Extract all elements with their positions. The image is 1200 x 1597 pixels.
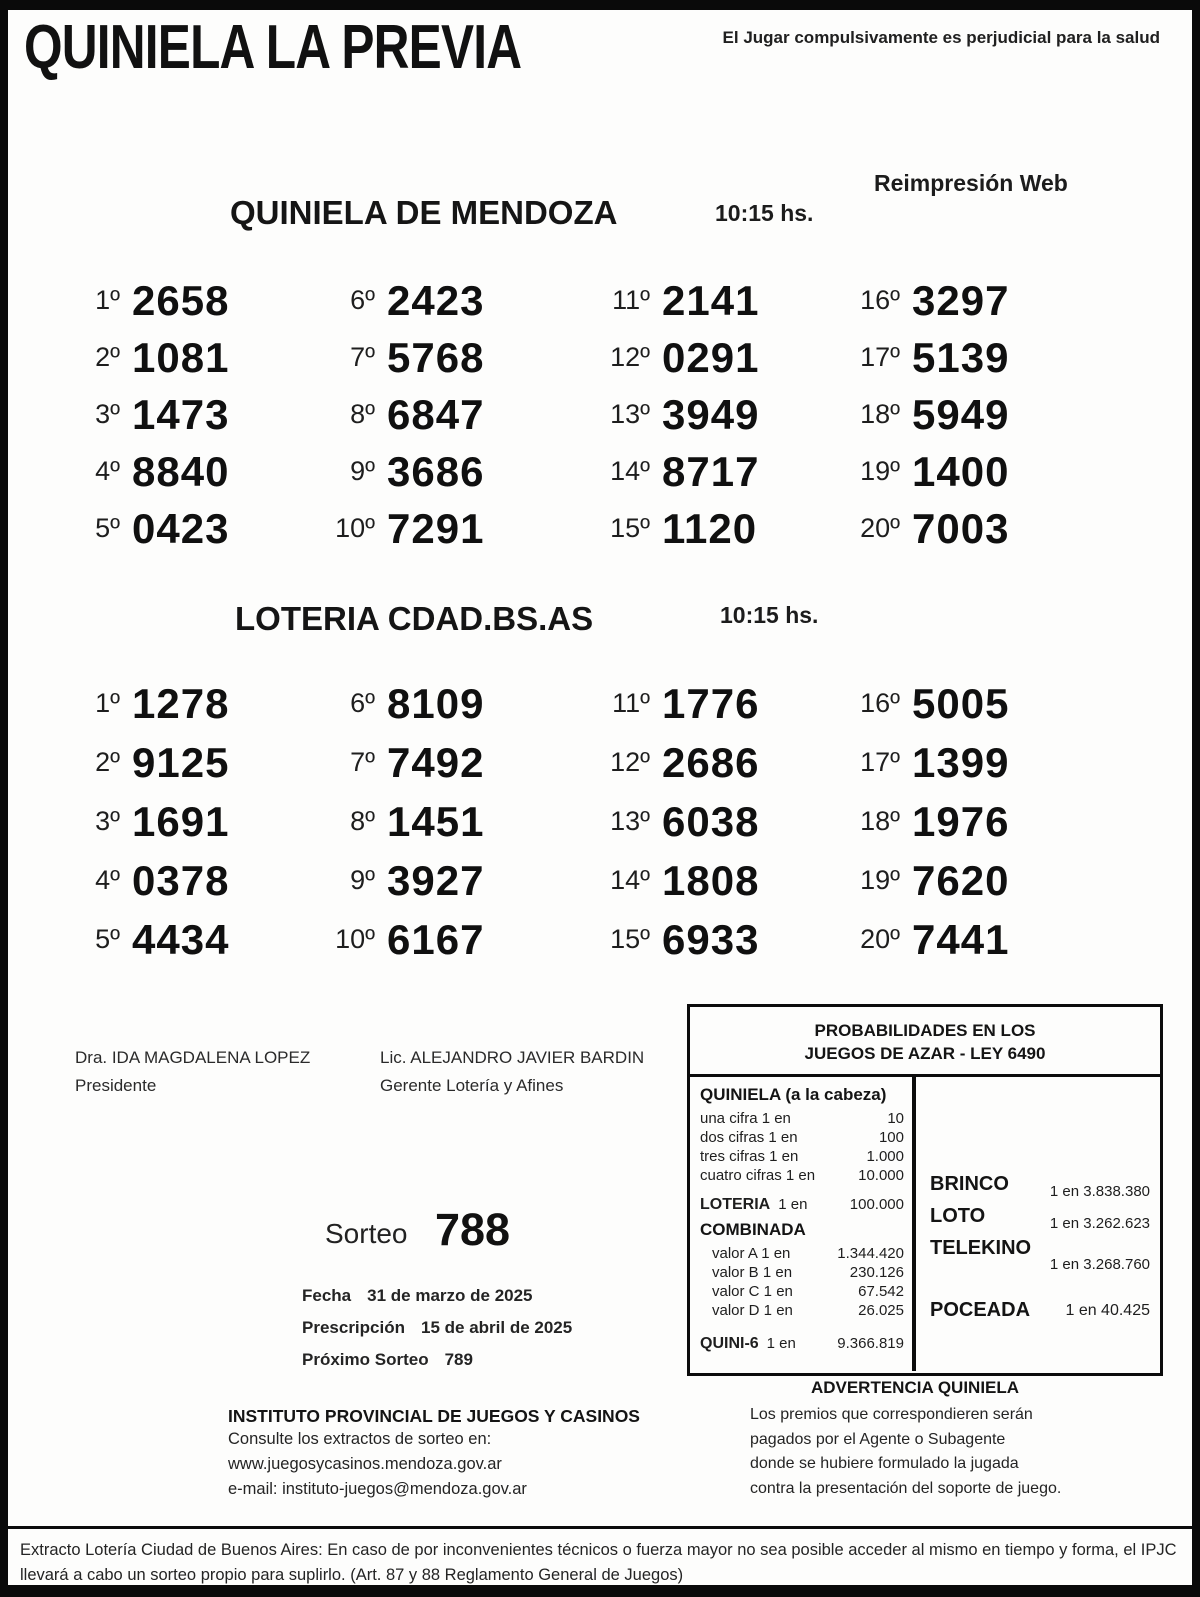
results-column: [56, 272, 311, 557]
result-entry: [586, 329, 836, 386]
odds-row: [700, 1263, 904, 1282]
result-position: 11º: [612, 285, 650, 315]
result-number: 0291: [662, 333, 760, 381]
result-number: 6167: [387, 915, 485, 963]
odds-mid: 1 en: [766, 1335, 796, 1352]
result-position: 4º: [95, 456, 120, 486]
quini6-odds-row: [700, 1334, 904, 1353]
odds-value: 9.366.819: [837, 1335, 904, 1352]
result-position: 9º: [350, 865, 375, 895]
result-position: 16º: [860, 688, 900, 718]
reprint-web-label: Reimpresión Web: [874, 170, 1068, 196]
game-odds: 1 en 3.838.380: [1049, 1183, 1150, 1200]
result-entry: [836, 910, 1096, 969]
result-entry: [836, 386, 1096, 443]
odds-label: una cifra 1 en: [700, 1110, 791, 1127]
health-warning-text: El Jugar compulsivamente es perjudicial para la salud: [722, 28, 1160, 47]
result-entry: [836, 674, 1096, 733]
quiniela-warning-box: [750, 1378, 1080, 1501]
mendoza-section-title: QUINIELA DE MENDOZA: [230, 194, 618, 231]
result-entry: [311, 792, 586, 851]
result-entry: [311, 443, 586, 500]
game-odds-row: [930, 1173, 1150, 1200]
institute-consult-line: Consulte los extractos de sorteo en:: [228, 1430, 492, 1448]
result-position: 7º: [350, 747, 375, 777]
result-number: 2141: [662, 276, 760, 324]
odds-value: 10: [887, 1110, 904, 1127]
result-entry: [56, 386, 311, 443]
result-number: 2658: [132, 276, 230, 324]
result-number: 7291: [387, 504, 485, 552]
result-position: 12º: [610, 747, 650, 777]
result-position: 2º: [95, 342, 120, 372]
result-entry: [311, 500, 586, 557]
prescripcion-label: Prescripción: [302, 1318, 405, 1337]
mendoza-draw-time: 10:15 hs.: [715, 200, 814, 226]
odds-label: QUINI-6: [700, 1335, 759, 1352]
combinada-odds-header: COMBINADA: [700, 1220, 806, 1239]
loteria-draw-time: 10:15 hs.: [720, 602, 819, 628]
page-title: QUINIELA LA PREVIA: [24, 13, 522, 82]
prescripcion-line: [302, 1318, 572, 1338]
fecha-value: 31 de marzo de 2025: [367, 1286, 533, 1305]
result-number: 1451: [387, 797, 485, 845]
result-position: 10º: [335, 513, 375, 543]
mendoza-results-grid: [56, 272, 1096, 557]
institute-website: www.juegosycasinos.mendoza.gov.ar: [228, 1455, 502, 1473]
odds-value: 1.344.420: [837, 1245, 904, 1262]
result-entry: [836, 272, 1096, 329]
result-position: 3º: [95, 806, 120, 836]
results-column: [56, 674, 311, 969]
game-name: TELEKINO: [930, 1237, 1032, 1259]
result-position: 2º: [95, 747, 120, 777]
result-entry: [56, 272, 311, 329]
result-number: 1808: [662, 856, 760, 904]
odds-label: tres cifras 1 en: [700, 1148, 799, 1165]
result-entry: [56, 674, 311, 733]
odds-value: 10.000: [858, 1167, 904, 1184]
result-number: 6847: [387, 390, 485, 438]
warning-line: contra la presentación del soporte de juego.: [750, 1479, 1062, 1497]
result-entry: [836, 792, 1096, 851]
sorteo-number: 788: [435, 1204, 511, 1255]
result-entry: [836, 851, 1096, 910]
prescripcion-value: 15 de abril de 2025: [421, 1318, 573, 1337]
game-name: LOTO: [930, 1205, 986, 1227]
game-odds: 1 en 40.425: [1065, 1301, 1150, 1319]
result-entry: [311, 272, 586, 329]
probabilities-box: [687, 1004, 1163, 1376]
odds-mid: 1 en: [778, 1196, 808, 1213]
odds-label: cuatro cifras 1 en: [700, 1167, 816, 1184]
result-position: 10º: [335, 924, 375, 954]
game-name: POCEADA: [930, 1299, 1031, 1321]
result-entry: [311, 733, 586, 792]
result-position: 4º: [95, 865, 120, 895]
results-column: [586, 272, 836, 557]
odds-row: [700, 1301, 904, 1320]
probabilities-box-header: [690, 1007, 1160, 1077]
result-entry: [586, 500, 836, 557]
odds-row: [700, 1244, 904, 1263]
result-position: 8º: [350, 399, 375, 429]
result-position: 16º: [860, 285, 900, 315]
result-position: 18º: [860, 399, 900, 429]
odds-row: [700, 1147, 904, 1166]
result-number: 3927: [387, 856, 485, 904]
results-column: [836, 674, 1096, 969]
probabilities-title-line1: PROBABILIDADES EN LOS: [814, 1021, 1036, 1040]
result-entry: [56, 500, 311, 557]
result-entry: [836, 733, 1096, 792]
proximo-sorteo-value: 789: [444, 1350, 473, 1369]
result-number: 7441: [912, 915, 1010, 963]
result-entry: [836, 329, 1096, 386]
result-position: 13º: [610, 806, 650, 836]
result-position: 3º: [95, 399, 120, 429]
odds-label: LOTERIA: [700, 1196, 771, 1213]
odds-row: [700, 1128, 904, 1147]
odds-row: [700, 1166, 904, 1185]
result-number: 1120: [662, 504, 758, 552]
game-odds: 1 en 3.268.760: [1049, 1256, 1150, 1273]
result-position: 7º: [350, 342, 375, 372]
fecha-label: Fecha: [302, 1286, 352, 1305]
result-number: 5768: [387, 333, 485, 381]
odds-value: 100.000: [849, 1196, 904, 1213]
result-position: 6º: [350, 688, 375, 718]
result-number: 5949: [912, 390, 1010, 438]
result-entry: [56, 910, 311, 969]
result-entry: [586, 792, 836, 851]
results-column: [311, 272, 586, 557]
odds-label: valor C 1 en: [712, 1283, 793, 1300]
quiniela-odds-header: QUINIELA (a la cabeza): [700, 1085, 887, 1104]
result-position: 14º: [610, 456, 650, 486]
result-entry: [311, 851, 586, 910]
warning-line: pagados por el Agente o Subagente: [750, 1430, 1006, 1448]
odds-label: valor A 1 en: [712, 1245, 791, 1262]
result-entry: [586, 733, 836, 792]
result-entry: [311, 910, 586, 969]
odds-value: 230.126: [849, 1264, 904, 1281]
result-number: 5005: [912, 679, 1010, 727]
odds-row: [700, 1282, 904, 1301]
result-entry: [586, 443, 836, 500]
proximo-sorteo-label: Próximo Sorteo: [302, 1350, 429, 1369]
result-position: 17º: [860, 747, 900, 777]
game-name: BRINCO: [930, 1173, 1009, 1195]
result-position: 14º: [610, 865, 650, 895]
result-position: 1º: [95, 285, 120, 315]
results-column: [311, 674, 586, 969]
signature-manager-name: Lic. ALEJANDRO JAVIER BARDIN: [380, 1048, 645, 1067]
result-position: 5º: [95, 513, 120, 543]
result-number: 7620: [912, 856, 1010, 904]
result-number: 1976: [912, 797, 1010, 845]
result-number: 4434: [132, 915, 230, 963]
warning-title: ADVERTENCIA QUINIELA: [810, 1378, 1020, 1397]
result-number: 1473: [132, 390, 230, 438]
game-odds-row: [930, 1299, 1150, 1322]
probabilities-title-line2: JUEGOS DE AZAR - LEY 6490: [804, 1044, 1046, 1063]
result-number: 7003: [912, 504, 1010, 552]
results-column: [836, 272, 1096, 557]
result-entry: [836, 500, 1096, 557]
signature-president-name: Dra. IDA MAGDALENA LOPEZ: [75, 1048, 311, 1067]
footer-legal-text: Extracto Lotería Ciudad de Buenos Aires: En caso de por inconvenientes técnicos o fuerza mayor no sea posible acceder al mismo en tiempo y forma, el IPJC llevará a cabo un sorteo propio para suplirlo. (Art. 87 y 88 Reglamento General de Juegos): [20, 1541, 1177, 1584]
probabilities-left-column: [690, 1077, 916, 1371]
odds-value: 26.025: [858, 1302, 904, 1319]
result-position: 6º: [350, 285, 375, 315]
footer-divider-line: [8, 1526, 1192, 1529]
fecha-line: [302, 1286, 533, 1306]
result-number: 3949: [662, 390, 760, 438]
institute-block: [228, 1406, 640, 1502]
result-number: 1278: [132, 679, 230, 727]
result-number: 2686: [662, 738, 760, 786]
institute-name: INSTITUTO PROVINCIAL DE JUEGOS Y CASINOS: [228, 1406, 640, 1426]
result-number: 1400: [912, 447, 1010, 495]
result-position: 20º: [860, 513, 900, 543]
result-number: 1081: [132, 333, 230, 381]
probabilities-right-column: [916, 1077, 1160, 1371]
result-entry: [586, 674, 836, 733]
result-entry: [586, 851, 836, 910]
result-entry: [311, 386, 586, 443]
result-number: 2423: [387, 276, 485, 324]
result-entry: [586, 272, 836, 329]
result-position: 15º: [610, 513, 650, 543]
result-position: 1º: [95, 688, 120, 718]
proximo-sorteo-line: [302, 1350, 473, 1370]
result-entry: [311, 674, 586, 733]
result-position: 13º: [610, 399, 650, 429]
result-entry: [56, 733, 311, 792]
result-number: 0423: [132, 504, 230, 552]
result-number: 3686: [387, 447, 485, 495]
result-number: 6038: [662, 797, 760, 845]
result-entry: [56, 443, 311, 500]
result-entry: [586, 910, 836, 969]
result-number: 8840: [132, 447, 230, 495]
result-number: 1691: [132, 797, 230, 845]
odds-value: 100: [878, 1129, 904, 1146]
odds-value: 1.000: [866, 1148, 904, 1165]
result-position: 11º: [612, 688, 650, 718]
result-number: 8717: [662, 447, 760, 495]
result-entry: [56, 851, 311, 910]
result-number: 3297: [912, 276, 1010, 324]
result-position: 9º: [350, 456, 375, 486]
result-position: 19º: [860, 865, 900, 895]
odds-label: dos cifras 1 en: [700, 1129, 798, 1146]
result-number: 1399: [912, 738, 1010, 786]
result-number: 7492: [387, 738, 485, 786]
odds-label: valor D 1 en: [712, 1302, 793, 1319]
result-number: 6933: [662, 915, 760, 963]
signature-manager-role: Gerente Lotería y Afines: [380, 1076, 564, 1095]
result-position: 17º: [860, 342, 900, 372]
result-position: 8º: [350, 806, 375, 836]
result-entry: [836, 443, 1096, 500]
odds-value: 67.542: [858, 1283, 904, 1300]
result-number: 8109: [387, 679, 485, 727]
result-entry: [56, 329, 311, 386]
result-number: 0378: [132, 856, 230, 904]
result-entry: [586, 386, 836, 443]
result-number: 5139: [912, 333, 1010, 381]
loteria-results-grid: [56, 674, 1096, 969]
result-number: 1776: [662, 679, 760, 727]
signature-president-role: Presidente: [75, 1076, 157, 1095]
odds-row: [700, 1109, 904, 1128]
loteria-section-title: LOTERIA CDAD.BS.AS: [235, 600, 594, 637]
result-position: 12º: [610, 342, 650, 372]
result-entry: [311, 329, 586, 386]
game-odds: 1 en 3.262.623: [1049, 1215, 1150, 1232]
result-position: 5º: [95, 924, 120, 954]
warning-line: donde se hubiere formulado la jugada: [750, 1455, 1019, 1472]
result-position: 19º: [860, 456, 900, 486]
result-position: 15º: [610, 924, 650, 954]
odds-label: valor B 1 en: [712, 1264, 793, 1281]
institute-email: e-mail: instituto-juegos@mendoza.gov.ar: [228, 1480, 527, 1498]
result-position: 20º: [860, 924, 900, 954]
loteria-odds-row: [700, 1195, 904, 1214]
results-column: [586, 674, 836, 969]
result-number: 9125: [132, 738, 230, 786]
result-entry: [56, 792, 311, 851]
result-position: 18º: [860, 806, 900, 836]
sorteo-label: Sorteo: [325, 1218, 408, 1249]
warning-line: Los premios que correspondieren serán: [750, 1406, 1033, 1423]
game-odds-row: [930, 1205, 1150, 1232]
